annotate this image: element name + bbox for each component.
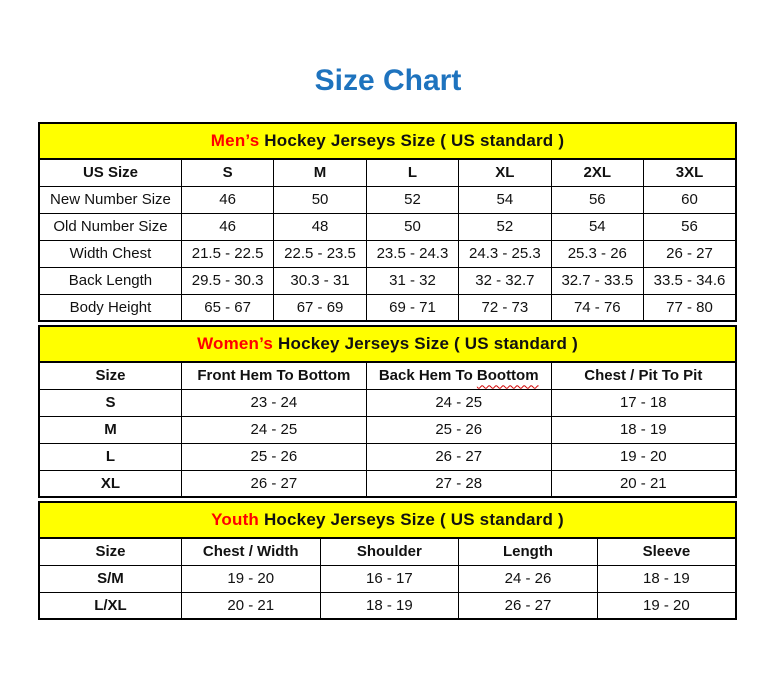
table-cell: 24 - 26 (459, 565, 598, 592)
column-header: S (181, 159, 273, 186)
table-cell: 21.5 - 22.5 (181, 240, 273, 267)
table-cell: 72 - 73 (459, 294, 551, 321)
row-label: Old Number Size (39, 213, 181, 240)
youth-banner-row (39, 502, 736, 538)
page-title: Size Chart (314, 64, 462, 97)
womens-banner-row (39, 326, 736, 362)
table-cell: 24.3 - 25.3 (459, 240, 551, 267)
table-cell: 77 - 80 (644, 294, 736, 321)
table-cell: 67 - 69 (274, 294, 366, 321)
table-cell: 24 - 25 (181, 416, 366, 443)
table-cell: 23.5 - 24.3 (366, 240, 458, 267)
row-label: XL (39, 470, 181, 497)
banner-highlight: Women’s (197, 334, 274, 353)
table-cell: 56 (551, 186, 643, 213)
womens-banner: Women’s Hockey Jerseys Size ( US standard ) (39, 326, 736, 362)
table-row (39, 186, 736, 213)
mens-banner-row (39, 123, 736, 159)
row-label: Back Length (39, 267, 181, 294)
column-header: M (274, 159, 366, 186)
mens-banner: Men’s Hockey Jerseys Size ( US standard ) (39, 123, 736, 159)
mens-header-row (39, 159, 736, 186)
table-cell: 46 (181, 213, 273, 240)
column-header: Sleeve (597, 538, 736, 565)
column-header: Chest / Pit To Pit (551, 362, 736, 389)
column-header: Back Hem To Boottom (366, 362, 551, 389)
table-cell: 32.7 - 33.5 (551, 267, 643, 294)
column-header: Length (459, 538, 598, 565)
row-label: S (39, 389, 181, 416)
table-cell: 29.5 - 30.3 (181, 267, 273, 294)
row-label: New Number Size (39, 186, 181, 213)
table-cell: 31 - 32 (366, 267, 458, 294)
table-cell: 54 (551, 213, 643, 240)
table-cell: 33.5 - 34.6 (644, 267, 736, 294)
table-row (39, 470, 736, 497)
table-cell: 56 (644, 213, 736, 240)
table-row (39, 267, 736, 294)
column-header: Shoulder (320, 538, 459, 565)
table-cell: 65 - 67 (181, 294, 273, 321)
table-row (39, 416, 736, 443)
row-label: Body Height (39, 294, 181, 321)
table-cell: 25 - 26 (181, 443, 366, 470)
table-row (39, 592, 736, 619)
column-header: Chest / Width (181, 538, 320, 565)
size-tables-container (38, 122, 737, 623)
table-row (39, 389, 736, 416)
table-cell: 16 - 17 (320, 565, 459, 592)
youth-header-row (39, 538, 736, 565)
table-cell: 18 - 19 (320, 592, 459, 619)
table-cell: 25 - 26 (366, 416, 551, 443)
table-cell: 20 - 21 (551, 470, 736, 497)
table-cell: 24 - 25 (366, 389, 551, 416)
misspelled-word: Boottom (476, 367, 539, 385)
row-label: S/M (39, 565, 181, 592)
table-cell: 48 (274, 213, 366, 240)
table-row (39, 213, 736, 240)
table-cell: 19 - 20 (551, 443, 736, 470)
table-cell: 26 - 27 (366, 443, 551, 470)
table-cell: 52 (459, 213, 551, 240)
table-cell: 32 - 32.7 (459, 267, 551, 294)
table-cell: 27 - 28 (366, 470, 551, 497)
table-cell: 69 - 71 (366, 294, 458, 321)
table-cell: 30.3 - 31 (274, 267, 366, 294)
column-header: 2XL (551, 159, 643, 186)
womens-size-table (38, 325, 737, 498)
table-cell: 20 - 21 (181, 592, 320, 619)
column-header: US Size (39, 159, 181, 186)
table-cell: 60 (644, 186, 736, 213)
table-cell: 26 - 27 (644, 240, 736, 267)
column-header: L (366, 159, 458, 186)
table-cell: 18 - 19 (551, 416, 736, 443)
table-cell: 74 - 76 (551, 294, 643, 321)
womens-header-row (39, 362, 736, 389)
table-cell: 18 - 19 (597, 565, 736, 592)
row-label: M (39, 416, 181, 443)
column-header: Size (39, 538, 181, 565)
column-header: XL (459, 159, 551, 186)
table-cell: 54 (459, 186, 551, 213)
table-row (39, 443, 736, 470)
youth-banner: Youth Hockey Jerseys Size ( US standard ) (39, 502, 736, 538)
mens-size-table (38, 122, 737, 322)
column-header: Size (39, 362, 181, 389)
table-cell: 22.5 - 23.5 (274, 240, 366, 267)
table-cell: 17 - 18 (551, 389, 736, 416)
table-cell: 52 (366, 186, 458, 213)
table-cell: 23 - 24 (181, 389, 366, 416)
table-cell: 26 - 27 (181, 470, 366, 497)
table-row (39, 294, 736, 321)
table-row (39, 565, 736, 592)
table-cell: 26 - 27 (459, 592, 598, 619)
banner-highlight: Youth (211, 510, 260, 529)
row-label: L/XL (39, 592, 181, 619)
row-label: Width Chest (39, 240, 181, 267)
table-cell: 46 (181, 186, 273, 213)
table-cell: 50 (366, 213, 458, 240)
youth-size-table (38, 501, 737, 620)
column-header: Front Hem To Bottom (181, 362, 366, 389)
banner-highlight: Men’s (210, 131, 260, 150)
table-cell: 19 - 20 (181, 565, 320, 592)
table-cell: 50 (274, 186, 366, 213)
table-cell: 25.3 - 26 (551, 240, 643, 267)
table-cell: 19 - 20 (597, 592, 736, 619)
column-header: 3XL (644, 159, 736, 186)
table-row (39, 240, 736, 267)
row-label: L (39, 443, 181, 470)
